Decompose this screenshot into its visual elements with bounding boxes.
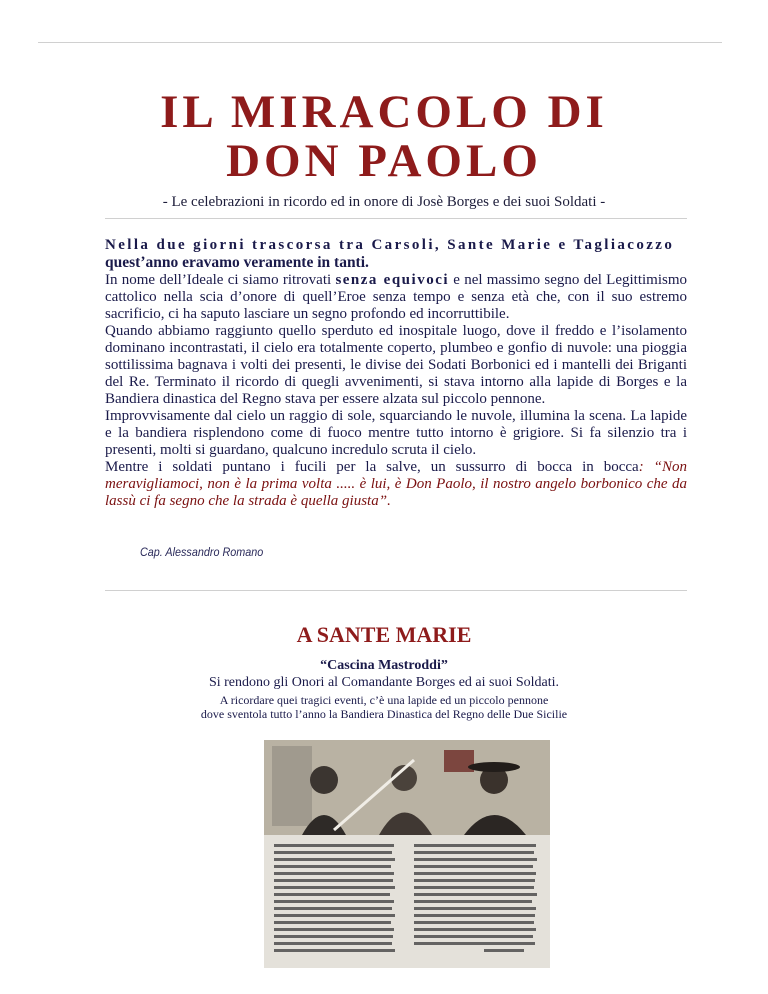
article-paragraph-4: [105, 459, 687, 510]
article-lead: Nella due giorni trascorsa tra Carsoli, Sante Marie e Tagliacozzo: [105, 237, 675, 253]
page-subtitle: - Le celebrazioni in ricordo ed in onore di Josè Borges e dei suoi Soldati -: [162, 194, 606, 210]
article-lead-bold: quest’anno eravamo veramente in tanti.: [105, 254, 369, 271]
article-emphasis: senza equivoci: [335, 272, 450, 288]
article-text: e nel massimo segno del Legittimismo cattolico nella scia d’onore di quell’Eroe senza tempo e senza età che, con il suo estremo sacrificio, ci ha saputo lasciare un segno profondo ed incorruttibile.: [105, 272, 688, 322]
section-line-2: A ricordare quei tragici eventi, c’è una lapide ed un piccolo pennone: [219, 693, 549, 707]
page-title-line-1: IL MIRACOLO DI: [160, 86, 608, 138]
section-line-1: Si rendono gli Onori al Comandante Borges ed ai suoi Soldati.: [208, 675, 560, 690]
newspaper-clipping-drawing: [264, 740, 550, 968]
section-line-3: dove sventola tutto l’anno la Bandiera Dinastica del Regno delle Due Sicilie: [200, 707, 568, 721]
article-body: [105, 237, 687, 510]
article-paragraph-1: [105, 237, 687, 323]
subtitle-divider: [105, 218, 687, 219]
newspaper-clipping-image: [264, 740, 550, 968]
article-quote: : “Non meravigliamoci, non è la prima volta ..... è lui, è Don Paolo, il nostro angelo borbonico che da lassù ci fa segno che la strada è quella giusta”.: [105, 459, 687, 509]
section-subheading: “Cascina Mastroddi”: [320, 658, 448, 673]
section-divider: [105, 590, 687, 591]
article-signature: Cap. Alessandro Romano: [140, 545, 264, 559]
article-paragraph-2: Quando abbiamo raggiunto quello sperduto ed inospitale luogo, dove il freddo e l’isolamento dominano incontrastati, il cielo era totalmente coperto, plumbeo e gonfio di nuvole: una pioggia sottilissima bagnava i volti dei presenti, le divise dei Sodati Borbonici ed i mantelli dei Briganti del Re. Terminato il ricordo di quegli avvenimenti, si stava intorno alla lapide di Borges e la Bandiera dinastica del Regno stava per essere alzata sul piccolo pennone.: [105, 323, 687, 407]
article-text: Mentre i soldati puntano i fucili per la salve, un sussurro di bocca in bocca: [105, 459, 639, 475]
top-divider: [38, 42, 722, 43]
section-heading: A SANTE MARIE: [296, 622, 472, 647]
page-title-line-2: DON PAOLO: [226, 135, 542, 187]
article-text: In nome dell’Ideale ci siamo ritrovati: [105, 272, 336, 288]
article-paragraph-3: Improvvisamente dal cielo un raggio di sole, squarciando le nuvole, illumina la scena. La lapide e la bandiera risplendono come di fuoco mentre tutto intorno è grigiore. Si fa silenzio tra i presenti, molti si guardano, qualcuno incredulo scruta il cielo.: [105, 408, 687, 458]
